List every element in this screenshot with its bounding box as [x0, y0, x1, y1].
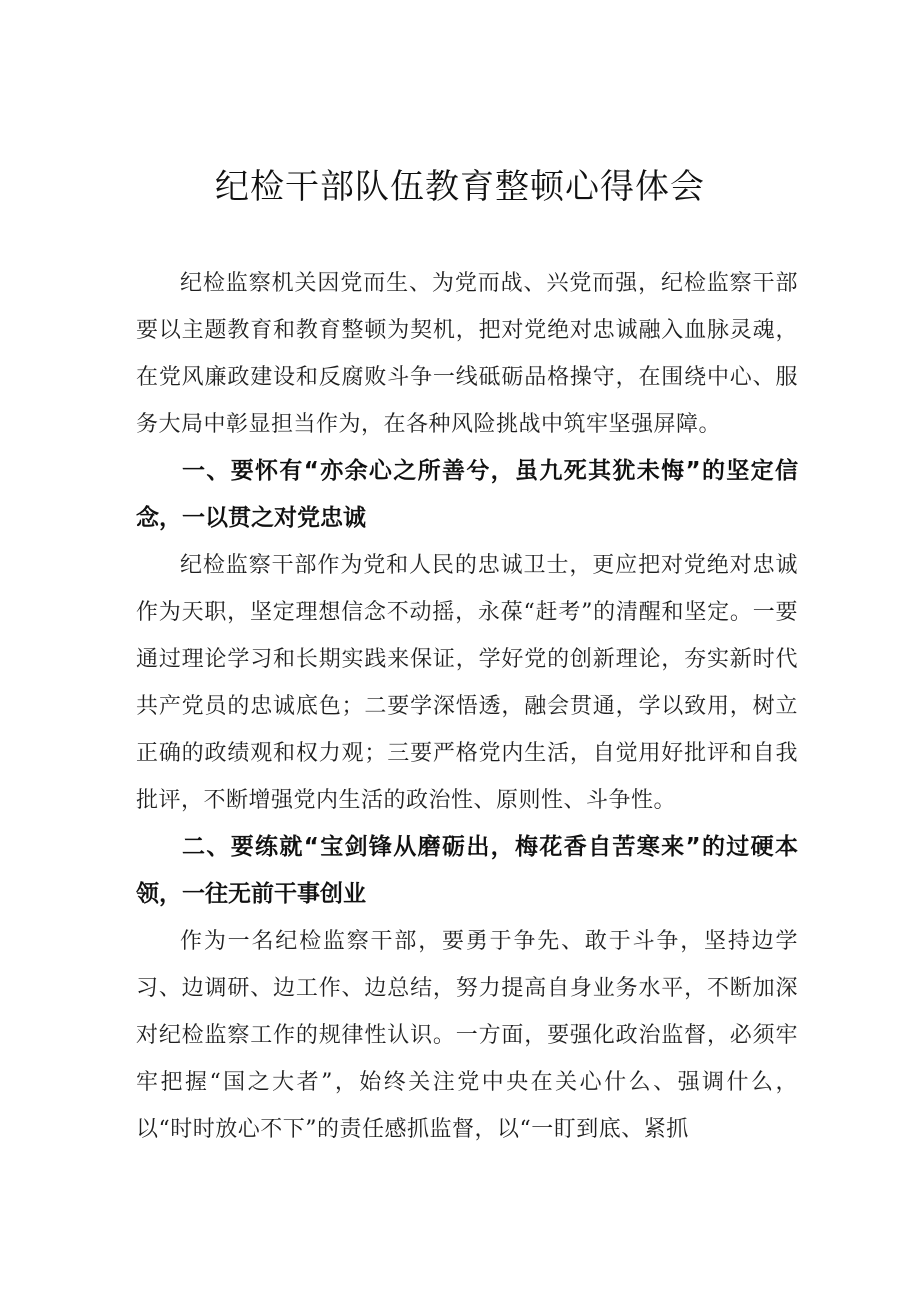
document-title: 纪检干部队伍教育整顿心得体会: [215, 167, 705, 207]
section-1-heading: 一、要怀有“亦余心之所善兮，虽九死其犹未悔”的坚定信念，一以贯之对党忠诚: [136, 458, 798, 531]
document-body: [136, 260, 798, 1153]
intro-paragraph: 纪检监察机关因党而生、为党而战、兴党而强，纪检监察干部要以主题教育和教育整顿为契机，把对党绝对忠诚融入血脉灵魂，在党风廉政建设和反腐败斗争一线砥砺品格操守，在围绕中心、服务大局中彰显担当作为，在各种风险挑战中筑牢坚强屏障。: [136, 271, 798, 437]
section-1-paragraph: 纪检监察干部作为党和人民的忠诚卫士，更应把对党绝对忠诚作为天职，坚定理想信念不动摇，永葆“赶考”的清醒和坚定。一要通过理论学习和长期实践来保证，学好党的创新理论，夯实新时代共产党员的忠诚底色；二要学深悟透，融会贯通，学以致用，树立正确的政绩观和权力观；三要严格党内生活，自觉用好批评和自我批评，不断增强党内生活的政治性、原则性、斗争性。: [136, 553, 798, 813]
section-2-heading: 二、要练就“宝剑锋从磨砺出，梅花香自苦寒来”的过硬本领，一往无前干事创业: [136, 834, 798, 907]
section-2-paragraph: 作为一名纪检监察干部，要勇于争先、敢于斗争，坚持边学习、边调研、边工作、边总结，努力提高自身业务水平，不断加深对纪检监察工作的规律性认识。一方面，要强化政治监督，必须牢牢把握“国之大者”，始终关注党中央在关心什么、强调什么，以“时时放心不下”的责任感抓监督，以“一盯到底、紧抓: [136, 929, 798, 1142]
